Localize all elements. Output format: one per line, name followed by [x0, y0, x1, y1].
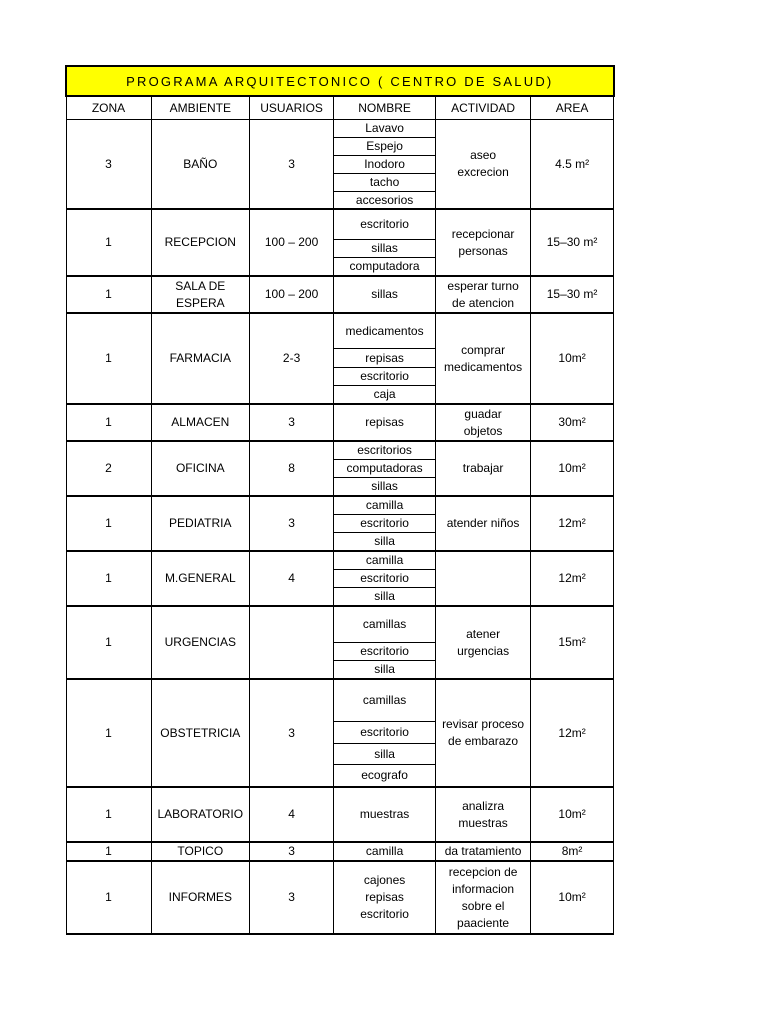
nombre-item: muestras — [359, 807, 410, 821]
table-body — [66, 120, 614, 935]
nombre-item: camilla — [365, 844, 404, 858]
nombre-item: escritorio — [334, 569, 435, 587]
actividad-line: aseo — [470, 148, 497, 162]
nombre-item: accesorios — [334, 191, 435, 209]
nombre-item: tacho — [334, 173, 435, 191]
cell-ambiente: FARMACIA — [151, 313, 250, 404]
actividad-line: atender niños — [446, 516, 520, 530]
cell-nombre — [334, 496, 436, 551]
cell-zona: 1 — [66, 209, 151, 276]
cell-zona: 2 — [66, 441, 151, 496]
actividad-line: da tratamiento — [444, 844, 522, 858]
cell-nombre — [334, 551, 436, 606]
table-row — [66, 861, 614, 934]
table-row — [66, 276, 614, 313]
cell-nombre — [334, 679, 436, 787]
cell-area: 15m² — [531, 606, 614, 679]
cell-ambiente: TOPICO — [151, 842, 250, 861]
cell-nombre — [334, 120, 436, 210]
cell-nombre — [334, 787, 436, 842]
cell-zona: 1 — [66, 842, 151, 861]
nombre-item: repisas — [334, 348, 435, 366]
cell-nombre — [334, 313, 436, 404]
cell-actividad — [436, 551, 531, 606]
cell-usuarios: 3 — [250, 861, 334, 934]
cell-ambiente: PEDIATRIA — [151, 496, 250, 551]
cell-actividad — [436, 496, 531, 551]
nombre-item: silla — [334, 660, 435, 678]
actividad-line: muestras — [458, 815, 508, 830]
cell-actividad — [436, 209, 531, 276]
cell-area: 10m² — [531, 313, 614, 404]
cell-area: 12m² — [531, 679, 614, 787]
cell-usuarios: 8 — [250, 441, 334, 496]
cell-actividad — [436, 679, 531, 787]
cell-actividad — [436, 606, 531, 679]
actividad-line: guadar — [464, 406, 502, 421]
actividad-line: esperar turno — [447, 278, 519, 293]
nombre-item: camilla — [365, 553, 404, 567]
nombre-item: cajones — [363, 873, 406, 887]
cell-usuarios — [250, 606, 334, 679]
actividad-line: personas — [458, 243, 508, 258]
cell-area: 10m² — [531, 861, 614, 934]
cell-ambiente: INFORMES — [151, 861, 250, 934]
cell-area: 12m² — [531, 551, 614, 606]
cell-actividad — [436, 404, 531, 441]
nombre-item: escritorio — [334, 514, 435, 532]
nombre-item: escritorio — [360, 217, 409, 231]
actividad-line: urgencias — [457, 643, 510, 658]
nombre-item: sillas — [371, 287, 398, 301]
cell-nombre — [334, 276, 436, 313]
actividad-line: objetos — [463, 423, 503, 438]
actividad-line: paaciente — [457, 915, 510, 930]
cell-area: 30m² — [531, 404, 614, 441]
cell-zona: 1 — [66, 787, 151, 842]
cell-nombre — [334, 404, 436, 441]
cell-nombre — [334, 842, 436, 861]
table-row — [66, 787, 614, 842]
nombre-item: sillas — [334, 239, 435, 257]
actividad-line: informacion — [452, 881, 515, 896]
actividad-line: recepcionar — [451, 226, 515, 241]
actividad-line: excrecion — [457, 165, 509, 179]
actividad-line: trabajar — [462, 461, 504, 475]
cell-zona: 1 — [66, 313, 151, 404]
cell-area: 12m² — [531, 496, 614, 551]
cell-ambiente: LABORATORIO — [151, 787, 250, 842]
nombre-item: caja — [334, 385, 435, 403]
actividad-line: de atencion — [452, 295, 515, 310]
nombre-item: repisas — [365, 890, 404, 904]
cell-ambiente: M.GENERAL — [151, 551, 250, 606]
cell-nombre — [334, 861, 436, 934]
nombre-item: Espejo — [334, 137, 435, 155]
programa-table — [65, 65, 615, 935]
cell-usuarios: 3 — [250, 842, 334, 861]
nombre-item: sillas — [334, 477, 435, 495]
cell-ambiente: URGENCIAS — [151, 606, 250, 679]
actividad-line: recepcion de — [448, 864, 518, 879]
nombre-item: camillas — [362, 693, 407, 708]
nombre-item: silla — [334, 743, 435, 765]
nombre-item: silla — [334, 587, 435, 605]
cell-usuarios: 3 — [250, 404, 334, 441]
cell-ambiente: BAÑO — [151, 120, 250, 210]
nombre-item: escritorios — [357, 443, 412, 457]
cell-usuarios: 4 — [250, 787, 334, 842]
cell-usuarios: 2-3 — [250, 313, 334, 404]
cell-ambiente: ALMACEN — [151, 404, 250, 441]
nombre-item: escritorio — [334, 721, 435, 743]
table-row — [66, 606, 614, 679]
header-zona: ZONA — [66, 96, 151, 120]
cell-zona: 3 — [66, 120, 151, 210]
actividad-line: medicamentos — [444, 359, 523, 374]
cell-zona: 1 — [66, 496, 151, 551]
cell-zona: 1 — [66, 606, 151, 679]
cell-nombre — [334, 209, 436, 276]
cell-ambiente: OBSTETRICIA — [151, 679, 250, 787]
header-row — [66, 96, 614, 120]
nombre-item: computadora — [334, 257, 435, 275]
nombre-item: Inodoro — [334, 155, 435, 173]
actividad-line: comprar — [461, 342, 506, 357]
cell-zona: 1 — [66, 276, 151, 313]
nombre-item: repisas — [365, 415, 404, 429]
cell-actividad — [436, 120, 531, 210]
actividad-line: revisar proceso — [442, 717, 525, 731]
header-usuarios: USUARIOS — [250, 96, 334, 120]
header-area: AREA — [531, 96, 614, 120]
cell-actividad — [436, 276, 531, 313]
table-row — [66, 120, 614, 210]
cell-ambiente: SALA DE ESPERA — [151, 276, 250, 313]
cell-zona: 1 — [66, 679, 151, 787]
nombre-item: medicamentos — [345, 323, 424, 338]
table-row — [66, 404, 614, 441]
cell-usuarios: 4 — [250, 551, 334, 606]
cell-usuarios: 3 — [250, 120, 334, 210]
nombre-item: escritorio — [334, 642, 435, 660]
cell-actividad — [436, 861, 531, 934]
cell-actividad — [436, 441, 531, 496]
cell-usuarios: 100 – 200 — [250, 276, 334, 313]
table-row — [66, 313, 614, 404]
cell-zona: 1 — [66, 551, 151, 606]
cell-area: 8m² — [531, 842, 614, 861]
nombre-item: escritorio — [334, 367, 435, 385]
cell-ambiente: OFICINA — [151, 441, 250, 496]
table-row — [66, 441, 614, 496]
cell-zona: 1 — [66, 861, 151, 934]
cell-nombre — [334, 441, 436, 496]
nombre-item: silla — [334, 532, 435, 550]
table-row — [66, 209, 614, 276]
actividad-line: analizra — [462, 798, 505, 813]
header-nombre: NOMBRE — [334, 96, 436, 120]
table-title: PROGRAMA ARQUITECTONICO ( CENTRO DE SALUD) — [66, 66, 614, 96]
nombre-item: camillas — [362, 616, 407, 631]
cell-ambiente: RECEPCION — [151, 209, 250, 276]
nombre-item: escritorio — [360, 907, 409, 921]
cell-area: 15–30 m² — [531, 276, 614, 313]
nombre-item: camilla — [365, 498, 404, 512]
cell-zona: 1 — [66, 404, 151, 441]
actividad-line: atener — [466, 626, 501, 641]
header-actividad: ACTIVIDAD — [436, 96, 531, 120]
table-row — [66, 842, 614, 861]
actividad-line: de embarazo — [448, 734, 519, 748]
cell-nombre — [334, 606, 436, 679]
cell-actividad — [436, 842, 531, 861]
cell-area: 15–30 m² — [531, 209, 614, 276]
header-ambiente: AMBIENTE — [151, 96, 250, 120]
nombre-item: Lavavo — [365, 121, 404, 135]
cell-area: 10m² — [531, 441, 614, 496]
cell-actividad — [436, 787, 531, 842]
table-row — [66, 496, 614, 551]
cell-area: 4.5 m² — [531, 120, 614, 210]
cell-actividad — [436, 313, 531, 404]
nombre-item: ecografo — [334, 764, 435, 786]
actividad-line: sobre el — [461, 898, 505, 913]
cell-area: 10m² — [531, 787, 614, 842]
cell-usuarios: 3 — [250, 496, 334, 551]
cell-usuarios: 100 – 200 — [250, 209, 334, 276]
table-row — [66, 679, 614, 787]
nombre-item: computadoras — [334, 459, 435, 477]
table-row — [66, 551, 614, 606]
cell-usuarios: 3 — [250, 679, 334, 787]
